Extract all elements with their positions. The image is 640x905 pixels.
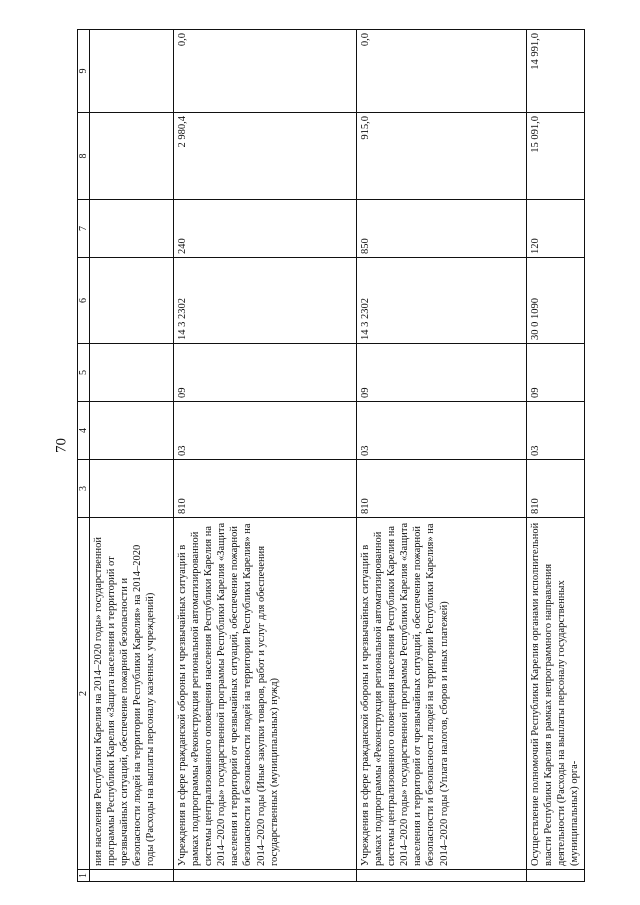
- cell-amount: 915,0: [357, 113, 527, 200]
- cell-description: Осуществление полномочий Республики Карелия органами исполнительной власти Республики Карелия в рамках непрограммного направления деятельности (Расходы на выплаты персоналу государственных (муниципальных) орга-: [527, 518, 585, 870]
- cell-target-article: 14 3 2302: [357, 258, 527, 344]
- table-row: [527, 30, 585, 882]
- rotated-table-container: [77, 30, 583, 882]
- page-number: 70: [53, 438, 70, 453]
- header-col-3: 3: [78, 460, 90, 518]
- header-col-5: 5: [78, 344, 90, 402]
- cell-amount: 14 991,0: [527, 30, 585, 113]
- cell-amount: [90, 113, 174, 200]
- cell-number: [174, 870, 357, 882]
- cell-number: [527, 870, 585, 882]
- cell-subsection: [90, 344, 174, 402]
- cell-section: [90, 402, 174, 460]
- cell-amount: 0,0: [174, 30, 357, 113]
- cell-expense-type: 240: [174, 200, 357, 258]
- cell-ministry-code: 810: [527, 460, 585, 518]
- header-col-6: 6: [78, 258, 90, 344]
- header-col-8: 8: [78, 113, 90, 200]
- cell-section: 03: [357, 402, 527, 460]
- cell-ministry-code: 810: [357, 460, 527, 518]
- cell-target-article: 30 0 1090: [527, 258, 585, 344]
- cell-expense-type: 120: [527, 200, 585, 258]
- cell-expense-type: [90, 200, 174, 258]
- budget-table: [77, 29, 585, 882]
- cell-number: [90, 870, 174, 882]
- cell-amount: 2 980,4: [174, 113, 357, 200]
- table-row: [357, 30, 527, 882]
- header-col-9: 9: [78, 30, 90, 113]
- header-row: [78, 30, 90, 882]
- cell-section: 03: [527, 402, 585, 460]
- cell-amount: 0,0: [357, 30, 527, 113]
- cell-subsection: 09: [357, 344, 527, 402]
- header-col-1: 1: [78, 870, 90, 882]
- table-row: [90, 30, 174, 882]
- cell-amount: 15 091,0: [527, 113, 585, 200]
- cell-number: [357, 870, 527, 882]
- header-col-7: 7: [78, 200, 90, 258]
- cell-target-article: [90, 258, 174, 344]
- cell-description: ния населения Республики Карелия на 2014–2020 годы» государственной программы Республики Карелия «Защита населения и территорий от чрезвычайных ситуаций, обеспечение пожарной безопасности и безопасности людей на территории Республики Карелия» на 2014–2020 годы (Расходы на выплаты персоналу казенных учреждений): [90, 518, 174, 870]
- cell-target-article: 14 3 2302: [174, 258, 357, 344]
- header-col-4: 4: [78, 402, 90, 460]
- cell-section: 03: [174, 402, 357, 460]
- header-col-2: 2: [78, 518, 90, 870]
- cell-subsection: 09: [527, 344, 585, 402]
- cell-description: Учреждения в сфере гражданской обороны и чрезвычайных ситуаций в рамках подпрограммы «Реконструкция региональной автоматизированной системы централизованного оповещения населения Республики Карелия на 2014–2020 годы» государственной программы Республики Карелия «Защита населения и территорий от чрезвычайных ситуаций, обеспечение пожарной безопасности и безопасности людей на территории Республики Карелия» на 2014–2020 годы (Уплата налогов, сборов и иных платежей): [357, 518, 527, 870]
- cell-description: Учреждения в сфере гражданской обороны и чрезвычайных ситуаций в рамках подпрограммы «Реконструкция региональной автоматизированной системы централизованного оповещения населения Республики Карелия на 2014–2020 годы» государственной программы Республики Карелия «Защита населения и территорий от чрезвычайных ситуаций, обеспечение пожарной безопасности и безопасности людей на территории Республики Карелия» на 2014–2020 годы (Иные закупки товаров, работ и услуг для обеспечения государственных (муниципальных) нужд): [174, 518, 357, 870]
- table-row: [174, 30, 357, 882]
- cell-ministry-code: 810: [174, 460, 357, 518]
- cell-ministry-code: [90, 460, 174, 518]
- cell-expense-type: 850: [357, 200, 527, 258]
- cell-amount: [90, 30, 174, 113]
- cell-subsection: 09: [174, 344, 357, 402]
